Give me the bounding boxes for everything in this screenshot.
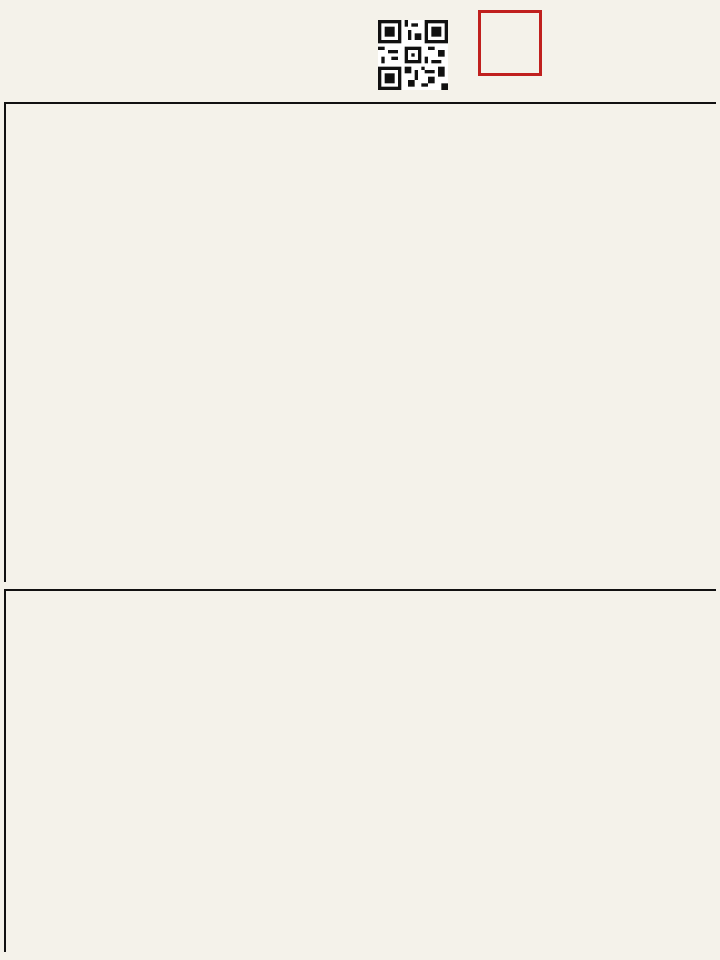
chart-grid	[4, 102, 716, 582]
logo-seal	[478, 10, 542, 76]
logo	[478, 10, 718, 76]
year-grid	[4, 589, 716, 952]
header	[0, 0, 720, 100]
qr-code-icon[interactable]	[378, 20, 448, 90]
